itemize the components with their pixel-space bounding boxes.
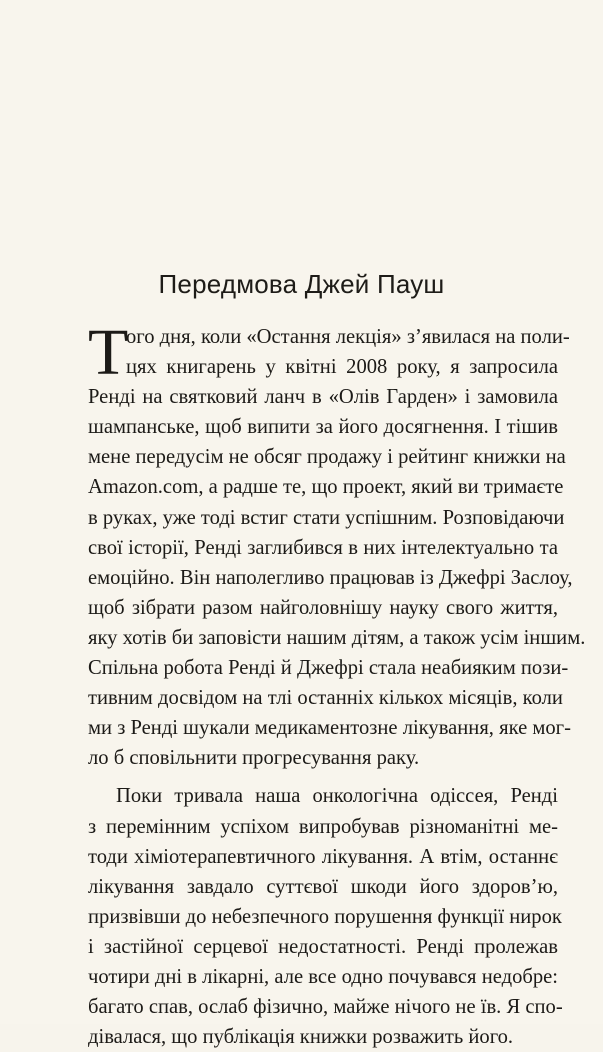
- text-line: мене передусім не обсяг продажу і рейтинг книжки на: [88, 446, 566, 469]
- text-line: ло б сповільнити прогресування раку.: [88, 747, 420, 770]
- text-line: яку хотів би заповісти нашим дітям, а також усім іншим.: [88, 626, 586, 649]
- text-line: Ренді на святковий ланч в «Олів Гарден» і замовила: [88, 386, 558, 409]
- paragraph-2: [88, 781, 563, 1052]
- text-line: щоб зібрати разом найголовнішу науку свого життя,: [88, 596, 558, 619]
- text-line: свої історії, Ренді заглибився в них інтелектуально та: [88, 536, 558, 559]
- text-line: тивним досвідом на тлі останніх кількох місяців, коли: [88, 687, 563, 710]
- text-line: чотири дні в лікарні, але все одно почувався недобре:: [88, 965, 558, 988]
- text-line: в руках, уже тоді встиг стати успішним. Розповідаючи: [88, 506, 565, 529]
- text-line: шампанське, щоб випити за його досягнення. І тішив: [88, 416, 558, 439]
- drop-cap: Т: [88, 316, 129, 389]
- text-line: багато спав, ослаб фізично, майже нічого не їв. Я спо-: [88, 996, 563, 1019]
- text-line: лікування завдало суттєвої шкоди його здоров’ю,: [88, 875, 558, 898]
- chapter-title: Передмова Джей Пауш: [158, 269, 445, 299]
- text-line: призвівши до небезпечного порушення функції нирок: [88, 905, 562, 928]
- text-line: Поки тривала наша онкологічна одіссея, Ренді: [116, 785, 558, 808]
- text-line: дівалася, що публікація книжки розважить його.: [88, 1026, 514, 1049]
- text-line: емоційно. Він наполегливо працював із Джефрі Заслоу,: [88, 566, 573, 589]
- text-line: ми з Ренді шукали медикаментозне лікування, яке мог-: [88, 717, 571, 740]
- paragraph-1: [88, 316, 586, 773]
- text-line: і застійної серцевої недостатності. Ренді пролежав: [88, 935, 558, 958]
- text-line: Спільна робота Ренді й Джефрі стала неабияким пози-: [88, 657, 569, 680]
- text-line: Amazon.com, а радше те, що проект, який ви тримаєте: [88, 476, 564, 499]
- text-line: тоди хіміотерапевтичного лікування. А втім, останнє: [88, 845, 558, 868]
- text-line: ого дня, коли «Остання лекція» з’явилася на поли-: [126, 326, 570, 348]
- text-line: з перемінним успіхом випробував різноманітні ме-: [88, 815, 558, 838]
- text-line: цях книгарень у квітні 2008 року, я запросила: [126, 356, 558, 379]
- page-body-text: [88, 316, 586, 1052]
